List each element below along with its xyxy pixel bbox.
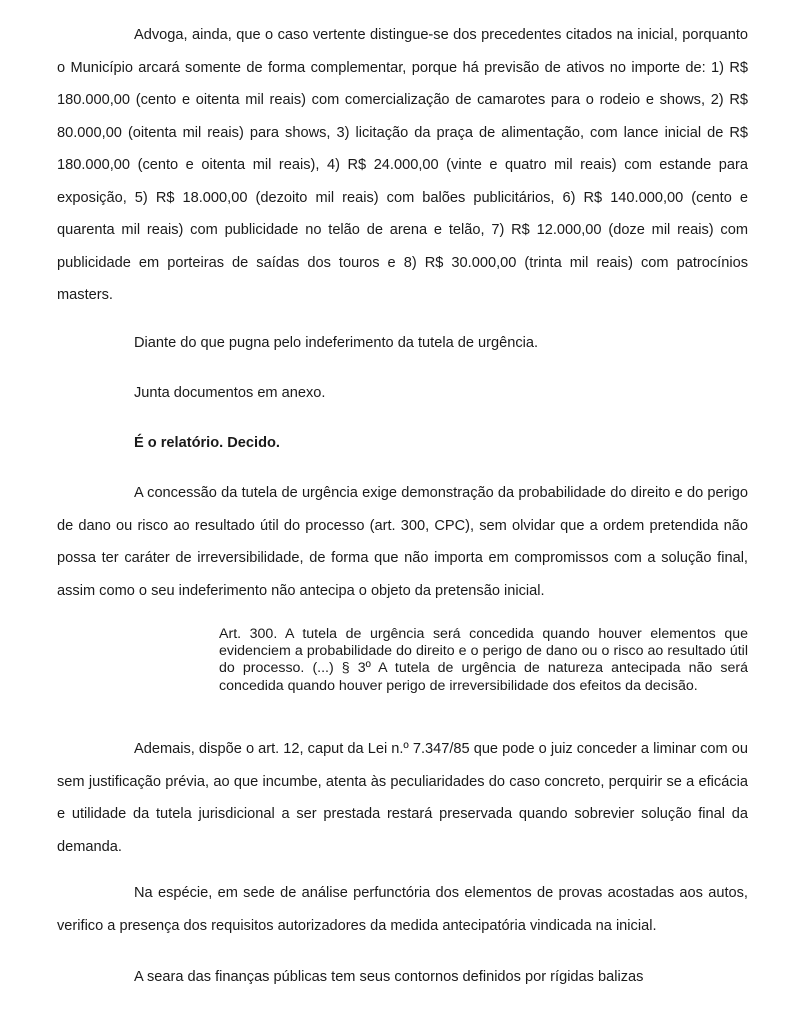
quote-art-300: Art. 300. A tutela de urgência será concedida quando houver elementos que evidenciem a probabilidade do direito e o perigo de dano ou o risco ao resultado útil do processo. (...) § 3º A tutela de urgência de natureza antecipada não será concedida quando houver perigo de irreversibilidade dos efeitos da decisão.: [219, 626, 748, 694]
paragraph-documentos: Junta documentos em anexo.: [134, 385, 326, 401]
paragraph-indeferimento: Diante do que pugna pelo indeferimento da tutela de urgência.: [134, 335, 539, 351]
paragraph-tutela-urgencia: A concessão da tutela de urgência exige demonstração da probabilidade do direito e do perigo de dano ou risco ao resultado útil do processo (art. 300, CPC), sem olvidar que a ordem pretendida não possa ter caráter de irreversibilidade, de forma que não importa em compromissos com a solução final, assim como o seu indeferimento não antecipa o objeto da pretensão inicial.: [57, 485, 748, 599]
paragraph-ativos: Advoga, ainda, que o caso vertente distingue-se dos precedentes citados na inicial, porquanto o Município arcará somente de forma complementar, porque há previsão de ativos no importe de: 1) R$ 180.000,00 (cento e oitenta mil reais) com comercialização de camarotes para o rodeio e shows, 2) R$ 80.000,00 (oitenta mil reais) para shows, 3) licitação da praça de alimentação, com lance inicial de R$ 180.000,00 (cento e oitenta mil reais), 4) R$ 24.000,00 (vinte e quatro mil reais) com estande para exposição, 5) R$ 18.000,00 (dezoito mil reais) com balões publicitários, 6) R$ 140.000,00 (cento e quarenta mil reais) com publicidade no telão de arena e telão, 7) R$ 12.000,00 (doze mil reais) com publicidade em porteiras de saídas dos touros e 8) R$ 30.000,00 (trinta mil reais) com patrocínios masters.: [57, 27, 748, 303]
paragraph-lei-7347: Ademais, dispõe o art. 12, caput da Lei n.º 7.347/85 que pode o juiz conceder a liminar com ou sem justificação prévia, ao que incumbe, atenta às peculiaridades do caso concreto, perquirir se a eficácia e utilidade da tutela jurisdicional a ser prestada restará preservada quando sobrevier solução final da demanda.: [57, 741, 748, 855]
paragraph-financas-publicas: A seara das finanças públicas tem seus contornos definidos por rígidas balizas: [134, 969, 644, 985]
paragraph-especie: Na espécie, em sede de análise perfunctória dos elementos de provas acostadas aos autos, verifico a presença dos requisitos autorizadores da medida antecipatória vindicada na inicial.: [57, 885, 748, 934]
heading-relatorio: É o relatório. Decido.: [134, 435, 280, 451]
